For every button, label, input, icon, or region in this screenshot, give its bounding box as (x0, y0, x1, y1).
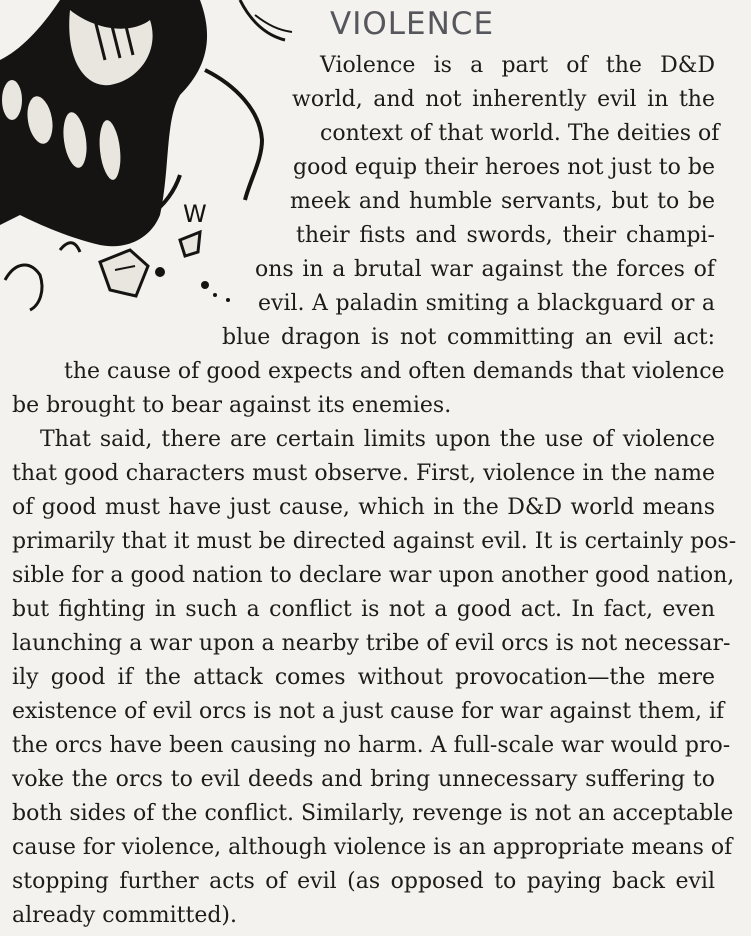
body-text-line: of good must have just cause, which in the D&D world means (12, 495, 715, 520)
body-text-line: sible for a good nation to declare war upon another good nation, (12, 563, 735, 588)
body-text-line: but fighting in such a conflict is not a good act. In fact, even (12, 597, 715, 622)
body-text-line: primarily that it must be directed against evil. It is certainly pos- (12, 529, 737, 554)
body-text-line: good equip their heroes not just to be (293, 155, 715, 180)
section-heading: VIOLENCE (330, 6, 495, 42)
artist-signature: W (183, 200, 207, 228)
fist-with-sword-illustration-icon (0, 0, 300, 345)
body-text-line: both sides of the conflict. Similarly, revenge is not an acceptable (12, 801, 734, 826)
body-text-line: That said, there are certain limits upon the use of violence (40, 427, 715, 452)
body-text-line: existence of evil orcs is not a just cause for war against them, if (12, 699, 725, 724)
body-text-line: cause for violence, although violence is an appropriate means of (12, 835, 733, 860)
body-text-line: their fists and swords, their champi- (296, 223, 715, 248)
body-text-line: stopping further acts of evil (as opposed to paying back evil (12, 869, 715, 894)
body-text-line: the cause of good expects and often demands that violence (64, 359, 725, 384)
body-text-line: voke the orcs to evil deeds and bring unnecessary suffering to (12, 767, 715, 792)
body-text-line: ons in a brutal war against the forces of (255, 257, 715, 282)
body-text-line: launching a war upon a nearby tribe of evil orcs is not necessar- (12, 631, 731, 656)
body-text-line: evil. A paladin smiting a blackguard or a (258, 291, 715, 316)
body-text-line: blue dragon is not committing an evil act: (222, 325, 715, 350)
body-text-line: the orcs have been causing no harm. A full-scale war would pro- (12, 733, 731, 758)
body-text-line: already committed). (12, 903, 237, 928)
body-text-line: Violence is a part of the D&D (320, 53, 715, 78)
body-text-line: ily good if the attack comes without provocation—the mere (12, 665, 715, 690)
body-text-line: that good characters must observe. First, violence in the name (12, 461, 715, 486)
body-text-line: meek and humble servants, but to be (290, 189, 715, 214)
body-text-line: be brought to bear against its enemies. (12, 393, 452, 418)
body-text-line: world, and not inherently evil in the (292, 87, 715, 112)
body-text-line: context of that world. The deities of (320, 121, 720, 146)
